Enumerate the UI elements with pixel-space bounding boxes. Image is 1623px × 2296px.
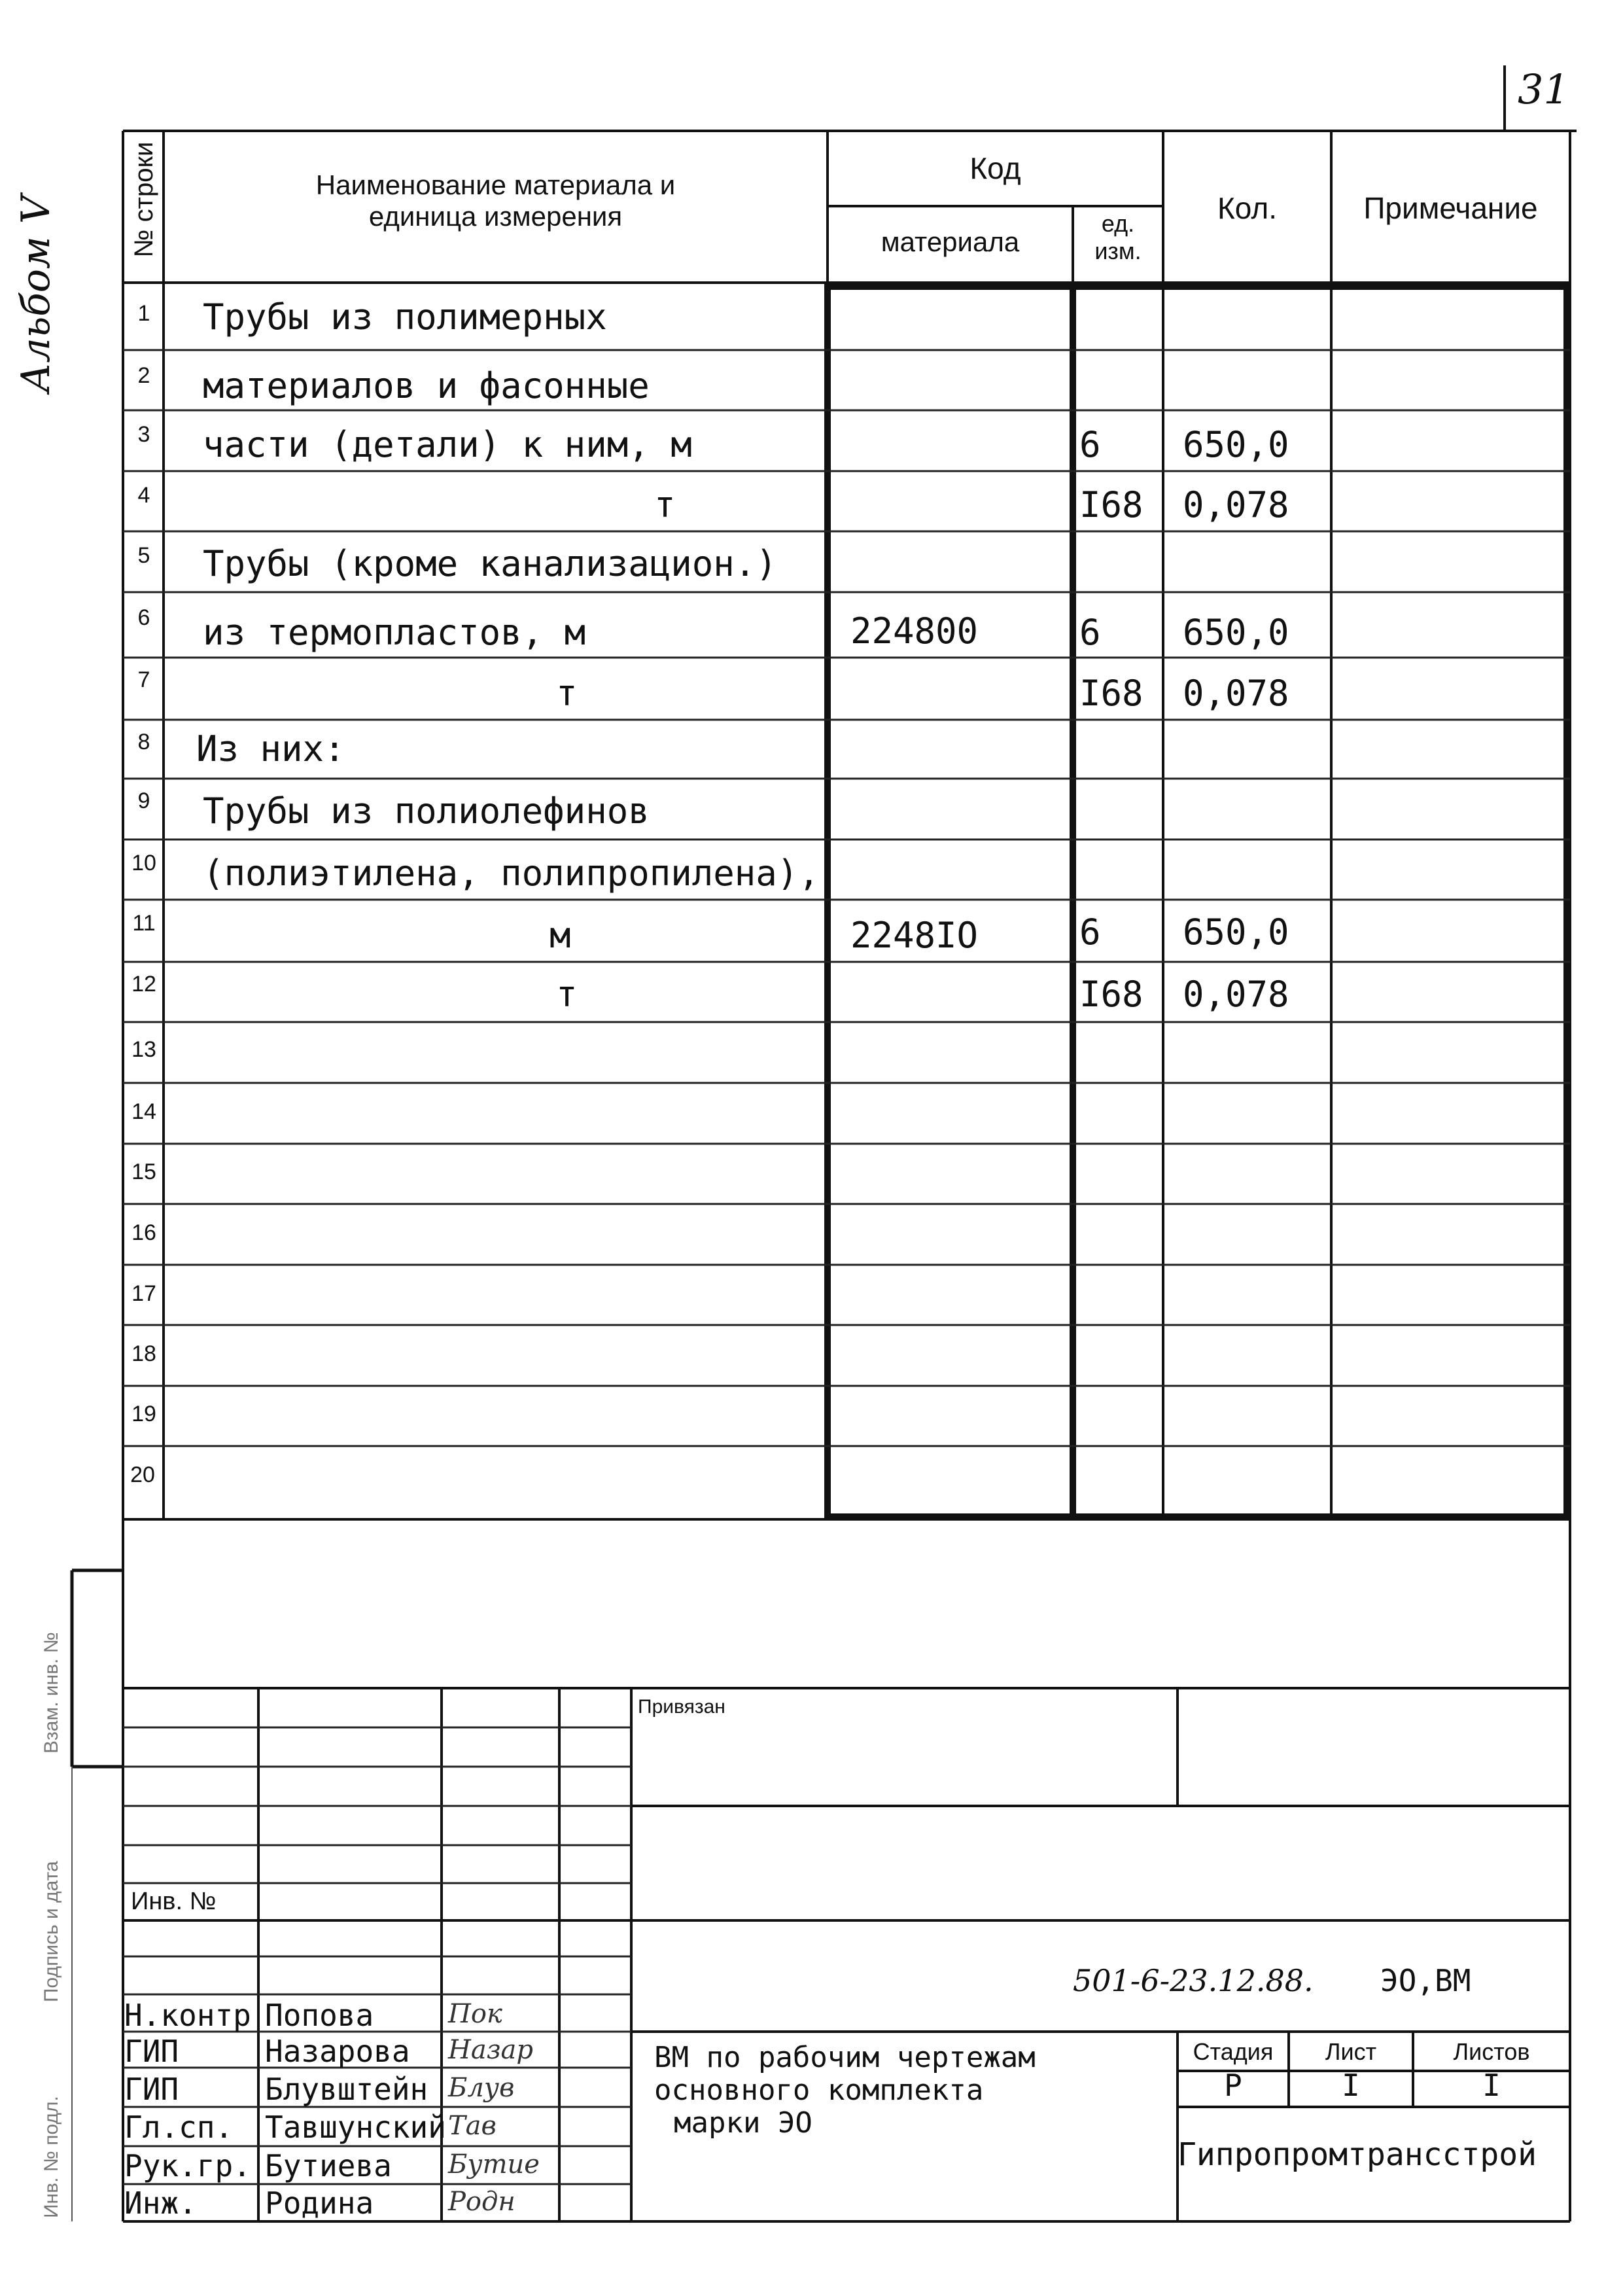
row-number: 11 bbox=[132, 911, 156, 936]
header-row-no: № строки bbox=[130, 141, 158, 258]
row-code: 224800 bbox=[850, 610, 979, 652]
row-name: части (детали) к ним, м bbox=[203, 424, 692, 465]
row-name: Трубы (кроме канализацион.) bbox=[203, 543, 777, 584]
row-name: Трубы из полимерных bbox=[203, 296, 607, 338]
row-unit: 6 bbox=[1079, 612, 1101, 653]
person-signature: Тав bbox=[448, 2111, 497, 2141]
row-number: 7 bbox=[137, 667, 150, 692]
row-number: 6 bbox=[137, 605, 150, 630]
row-number: 13 bbox=[131, 1037, 156, 1062]
organization-name: Гипропромтрансстрой bbox=[1178, 2136, 1537, 2173]
header-code-unit-line1: ед. bbox=[1101, 210, 1135, 237]
row-name: м bbox=[550, 915, 571, 956]
person-signature: Блув bbox=[448, 2073, 515, 2103]
header-note: Примечание bbox=[1363, 191, 1538, 225]
row-name: т bbox=[556, 974, 578, 1015]
row-qty: 650,0 bbox=[1183, 424, 1289, 465]
header-qty: Кол. bbox=[1217, 191, 1277, 225]
person-role: Рук.гр. bbox=[124, 2148, 251, 2183]
row-name: Трубы из полиолефинов bbox=[203, 790, 650, 832]
person-name: Попова bbox=[265, 1998, 374, 2033]
row-number: 14 bbox=[131, 1099, 156, 1124]
row-number: 10 bbox=[131, 851, 156, 875]
side-label-podpis: Подпись и дата bbox=[41, 1861, 62, 2002]
row-number: 4 bbox=[137, 483, 150, 508]
description-line2: основного комплекта bbox=[654, 2074, 984, 2107]
inv-no-label: Инв. № bbox=[131, 1888, 217, 1915]
row-number: 2 bbox=[137, 363, 150, 388]
page-number: 31 bbox=[1518, 65, 1569, 113]
row-number: 17 bbox=[131, 1281, 156, 1306]
row-unit: 6 bbox=[1079, 911, 1101, 953]
person-name: Назарова bbox=[265, 2034, 410, 2069]
description-line1: ВМ по рабочим чертежам bbox=[654, 2041, 1036, 2074]
stage-label: Стадия bbox=[1193, 2038, 1274, 2065]
person-role: Гл.сп. bbox=[124, 2110, 234, 2145]
row-name: (полиэтилена, полипропилена), bbox=[203, 853, 820, 894]
row-unit: I68 bbox=[1079, 974, 1143, 1015]
row-number: 8 bbox=[137, 730, 150, 754]
person-role: Инж. bbox=[124, 2185, 197, 2221]
row-qty: 650,0 bbox=[1183, 911, 1289, 953]
album-label: Альбом V bbox=[13, 195, 59, 393]
doc-mark: ЭО,ВМ bbox=[1380, 1963, 1471, 1998]
side-label-inv-podl: Инв. № подл. bbox=[41, 2096, 62, 2218]
row-name: т bbox=[556, 673, 578, 714]
sheets-label: Листов bbox=[1453, 2038, 1530, 2065]
row-number: 18 bbox=[131, 1341, 156, 1366]
row-unit: I68 bbox=[1079, 673, 1143, 714]
row-unit: I68 bbox=[1079, 484, 1143, 525]
person-role: Н.контр bbox=[124, 1998, 251, 2033]
row-number: 3 bbox=[137, 422, 150, 447]
row-qty: 0,078 bbox=[1183, 974, 1289, 1015]
header-code-unit-line2: изм. bbox=[1094, 238, 1142, 264]
doc-code: 501-6-23.12.88. bbox=[1073, 1963, 1314, 1998]
row-number: 1 bbox=[137, 301, 150, 326]
row-number: 12 bbox=[131, 972, 156, 997]
side-label-vzam: Взам. инв. № bbox=[41, 1632, 62, 1754]
person-name: Родина bbox=[265, 2185, 374, 2221]
person-name: Бутиева bbox=[265, 2148, 392, 2183]
header-name-line2: единица измерения bbox=[368, 201, 623, 232]
row-name: материалов и фасонные bbox=[203, 365, 650, 406]
row-number: 9 bbox=[137, 788, 150, 813]
person-signature: Родн bbox=[448, 2187, 515, 2217]
sheet-label: Лист bbox=[1325, 2038, 1377, 2065]
row-number: 16 bbox=[131, 1220, 156, 1245]
header-name-line1: Наименование материала и bbox=[315, 169, 676, 200]
row-number: 19 bbox=[131, 1402, 156, 1426]
person-signature: Пок bbox=[448, 1999, 502, 2029]
row-name: из термопластов, м bbox=[203, 612, 586, 653]
stage-value: Р bbox=[1224, 2068, 1242, 2103]
person-role: ГИП bbox=[124, 2034, 179, 2069]
person-signature: Бутие bbox=[448, 2149, 540, 2180]
person-role: ГИП bbox=[124, 2072, 179, 2107]
privyazan-label: Привязан bbox=[638, 1696, 725, 1718]
row-qty: 650,0 bbox=[1183, 612, 1289, 653]
row-code: 2248IO bbox=[850, 915, 979, 956]
sheets-value: I bbox=[1482, 2068, 1501, 2103]
sheet-value: I bbox=[1342, 2068, 1360, 2103]
person-signature: Назар bbox=[448, 2035, 533, 2065]
row-number: 15 bbox=[131, 1159, 156, 1184]
row-number: 5 bbox=[137, 543, 150, 568]
row-unit: 6 bbox=[1079, 424, 1101, 465]
description-line3: марки ЭО bbox=[674, 2106, 812, 2140]
row-qty: 0,078 bbox=[1183, 484, 1289, 525]
person-name: Тавшунский bbox=[265, 2110, 446, 2145]
row-number: 20 bbox=[130, 1462, 155, 1487]
row-qty: 0,078 bbox=[1183, 673, 1289, 714]
row-name: Из них: bbox=[196, 728, 345, 769]
header-code-material: материала bbox=[881, 226, 1020, 257]
row-name: т bbox=[654, 484, 676, 525]
person-name: Блувштейн bbox=[265, 2072, 428, 2107]
header-code: Код bbox=[969, 151, 1021, 185]
